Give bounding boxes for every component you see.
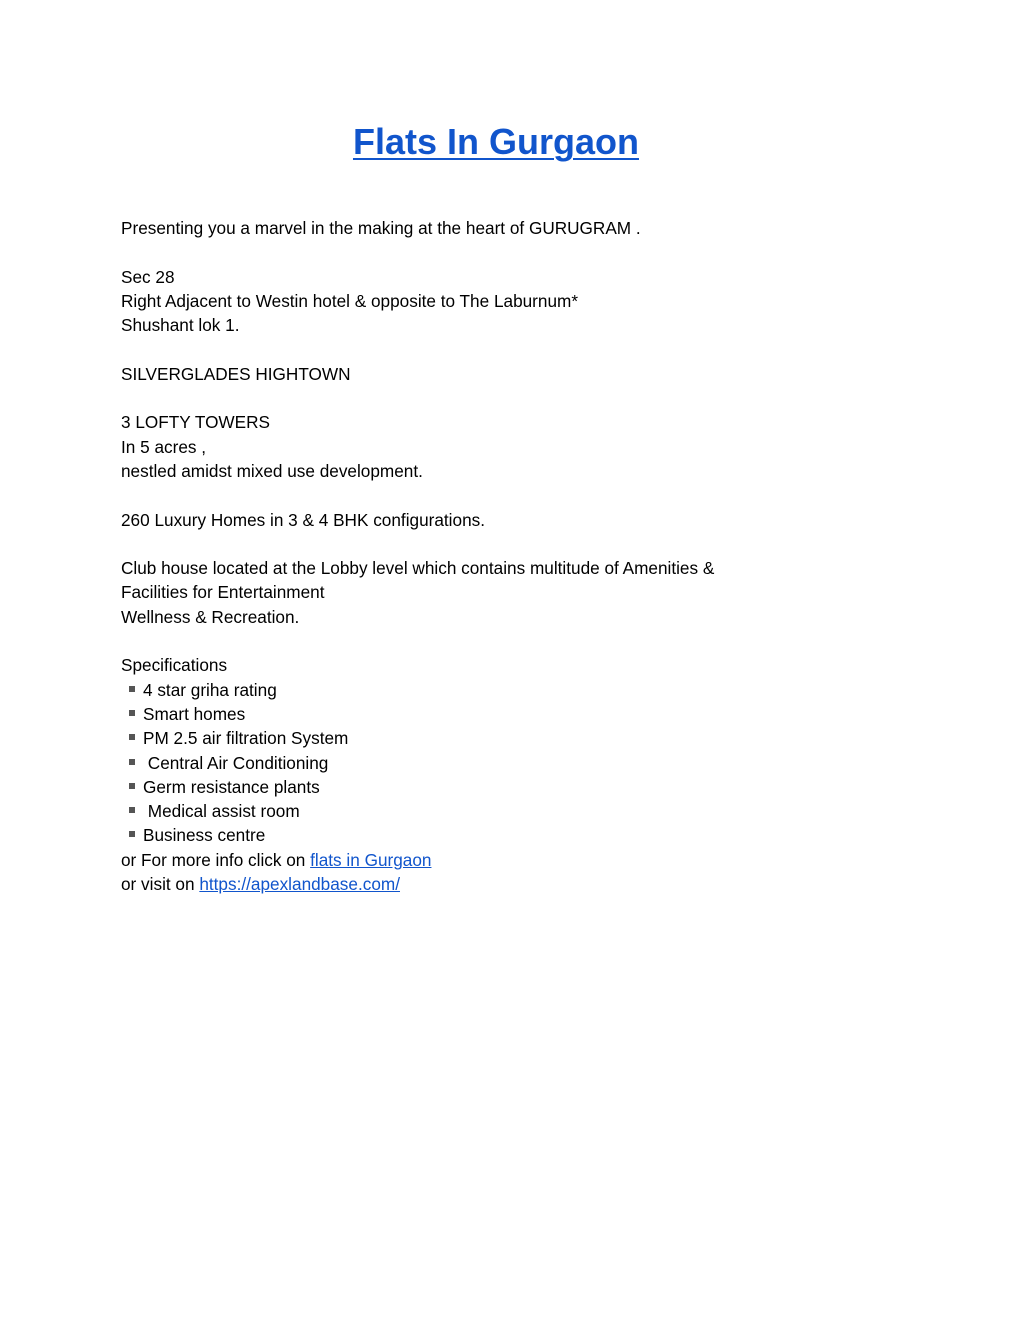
list-item: Central Air Conditioning: [121, 751, 781, 775]
square-bullet-icon: [129, 831, 135, 837]
spacer: [121, 532, 781, 556]
square-bullet-icon: [129, 734, 135, 740]
list-item: Business centre: [121, 823, 781, 847]
club-text-line-1: Club house located at the Lobby level which contains multitude of Amenities &: [121, 558, 715, 579]
page-title: [0, 118, 992, 166]
list-item: Smart homes: [121, 702, 781, 726]
square-bullet-icon: [129, 807, 135, 813]
spacer: [121, 337, 781, 361]
spacer: [121, 629, 781, 653]
flats-in-gurgaon-link[interactable]: flats in Gurgaon: [310, 849, 432, 870]
square-bullet-icon: [129, 783, 135, 789]
more-info-text: or For more info click on flats in Gurgaon: [121, 849, 432, 870]
square-bullet-icon: [129, 710, 135, 716]
specifications-heading: Specifications: [121, 655, 228, 676]
document-body: [121, 216, 781, 896]
spacer: [121, 386, 781, 410]
sector-text: Sec 28: [121, 266, 175, 287]
square-bullet-icon: [129, 686, 135, 692]
area-text: Shushant lok 1.: [121, 315, 240, 336]
specifications-list: [121, 678, 781, 848]
visit-text: or visit on https://apexlandbase.com/: [121, 874, 400, 895]
club-text-line-2: Facilities for Entertainment: [121, 582, 325, 603]
list-item: PM 2.5 air filtration System: [121, 726, 781, 750]
development-text: nestled amidst mixed use development.: [121, 460, 423, 481]
homes-text: 260 Luxury Homes in 3 & 4 BHK configurations.: [121, 509, 485, 530]
club-text-line-3: Wellness & Recreation.: [121, 606, 300, 627]
spacer: [121, 240, 781, 264]
project-name: SILVERGLADES HIGHTOWN: [121, 363, 351, 384]
list-item: Medical assist room: [121, 799, 781, 823]
towers-count-text: 3 LOFTY TOWERS: [121, 412, 270, 433]
list-item: Germ resistance plants: [121, 775, 781, 799]
spacer: [121, 483, 781, 507]
acres-text: In 5 acres ,: [121, 436, 207, 457]
website-link[interactable]: https://apexlandbase.com/: [199, 874, 400, 895]
landmark-text: Right Adjacent to Westin hotel & opposite to The Laburnum*: [121, 290, 579, 311]
intro-text: Presenting you a marvel in the making at the heart of GURUGRAM .: [121, 218, 641, 238]
list-item: 4 star griha rating: [121, 678, 781, 702]
title-link[interactable]: Flats In Gurgaon: [352, 121, 639, 162]
square-bullet-icon: [129, 759, 135, 765]
